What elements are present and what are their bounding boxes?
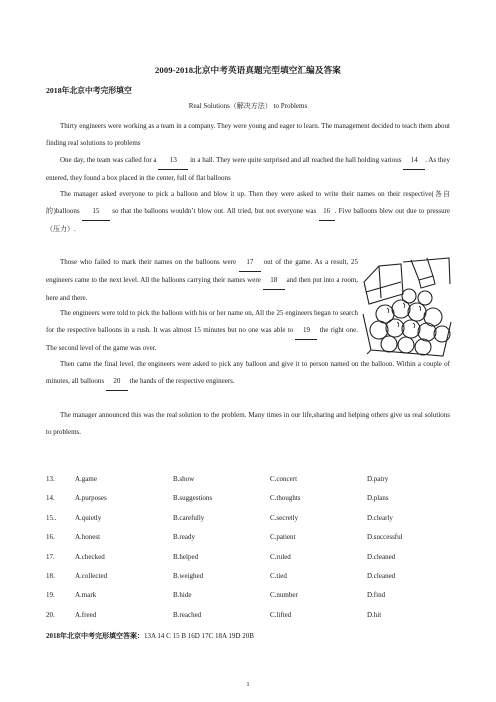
blank-17: 17 — [239, 254, 261, 272]
option-a: A.collected — [75, 572, 108, 580]
option-c: C.number — [270, 591, 298, 600]
question-number: 18. — [46, 572, 55, 580]
option-row — [46, 591, 450, 606]
question-number: 13. — [46, 475, 55, 483]
option-a: A.quietly — [75, 513, 102, 522]
option-b: B.suggestions — [173, 494, 213, 503]
blank-16: 16 — [319, 203, 335, 221]
question-number: 16. — [46, 533, 55, 542]
option-b: B.ready — [173, 533, 195, 542]
option-c: C.concert — [270, 475, 298, 483]
option-a: A.honest — [75, 533, 101, 542]
document-title: 2009-2018北京中考英语真题完型填空汇编及答案 — [155, 65, 341, 75]
answer-key — [46, 631, 254, 641]
option-row — [46, 572, 450, 587]
blank-15: 15 — [82, 203, 110, 221]
option-row — [46, 494, 450, 509]
option-a: A.game — [75, 475, 97, 483]
blank-20: 20 — [106, 373, 128, 391]
option-c: C.ruled — [270, 552, 291, 561]
option-b: B.show — [173, 475, 195, 483]
article-title: Real Solutions（解决方法） to Problems — [188, 102, 308, 110]
option-d: D.successful — [367, 533, 403, 542]
option-d: D.clearly — [367, 513, 393, 522]
option-b: B.weighed — [173, 572, 204, 580]
answer-text: 13A 14 C 15 B 16D 17C 18A 19D 20B — [144, 632, 254, 640]
option-c: C.secretly — [270, 513, 299, 522]
paragraph-5: The engineers were told to pick the balloon with his or her name on, All the 25 engineers began to search for the respective balloons in a rush. It was almost 15 minutes but no one was able to 19 the right one. The second level of the game was over. — [46, 309, 358, 352]
question-number: 17. — [46, 552, 55, 561]
question-number: 20. — [46, 610, 55, 619]
blank-19: 19 — [295, 322, 317, 340]
paragraph-6: Then came the final level. the engineers were asked to pick any balloon and give it to person named on the balloon. Within a couple of minutes, all balloons 20 the hands of the respective engineers. — [46, 356, 450, 391]
option-a: A.mark — [75, 591, 97, 600]
option-a: A.checked — [75, 552, 105, 561]
option-a: A.purposes — [75, 494, 107, 503]
option-b: B.reached — [173, 610, 202, 619]
blank-13: 13 — [158, 152, 188, 170]
option-row — [46, 611, 450, 626]
option-d: D.plans — [367, 494, 389, 503]
option-row — [46, 553, 450, 568]
option-c: C.tied — [270, 572, 287, 580]
section-title: 2018年北京中考完形填空 — [46, 86, 132, 95]
question-number: 15.. — [46, 513, 57, 522]
option-d: D.cleaned — [367, 572, 396, 580]
option-d: D.find — [367, 591, 386, 600]
balloons-illustration — [361, 254, 453, 358]
option-row — [46, 475, 450, 490]
option-b: B.helped — [173, 552, 199, 561]
option-c: C.lifted — [270, 610, 292, 619]
option-b: B.hide — [173, 591, 192, 600]
option-d: D.hit — [367, 610, 382, 619]
blank-18: 18 — [263, 272, 285, 290]
option-d: D.cleaned — [367, 552, 396, 561]
option-c: C.patient — [270, 533, 296, 542]
question-number: 14. — [46, 494, 55, 503]
answer-label: 2018年北京中考完形填空答案： — [46, 632, 144, 640]
paragraph-2: One day, the team was called for a 13 in a hall. They were quite surprised and all reached the hall holding various 14 . As they entered, they found a box placed in the center, full of flat balloons — [46, 152, 450, 187]
blank-14: 14 — [403, 152, 425, 170]
option-b: B.carefully — [173, 513, 205, 522]
option-row — [46, 533, 450, 548]
paragraph-4: Those who failed to mark their names on the balloons were 17 out of the game. As a result, 25 engineers came to the next level. All the balloons carrying their names were 18 and then put into a room, here and there. — [46, 254, 358, 307]
option-row — [46, 514, 450, 529]
question-number: 19. — [46, 591, 55, 600]
paragraph-3: The manager asked everyone to pick a balloon and blow it up. Then they were asked to write their names on their respective(各自的)balloons 15 so that the balloons wouldn’t blow out. All tried, but not everyone was 16 . Five balloons blew out due to pressure（压力）. — [46, 190, 451, 233]
page-number: 1 — [246, 681, 250, 688]
paragraph-1: Thirty engineers were working as a team in a company. They were young and eager to learn. The management decided to teach them about finding real solutions to problems — [46, 122, 450, 147]
paragraph-7: The manager announced this was the real solution to the problem. Many times in our life,sharing and helping others give us real solutions to problems. — [46, 411, 450, 436]
option-d: D.patry — [367, 475, 389, 483]
option-a: A.freed — [75, 610, 97, 619]
option-c: C.thoughts — [270, 494, 301, 503]
